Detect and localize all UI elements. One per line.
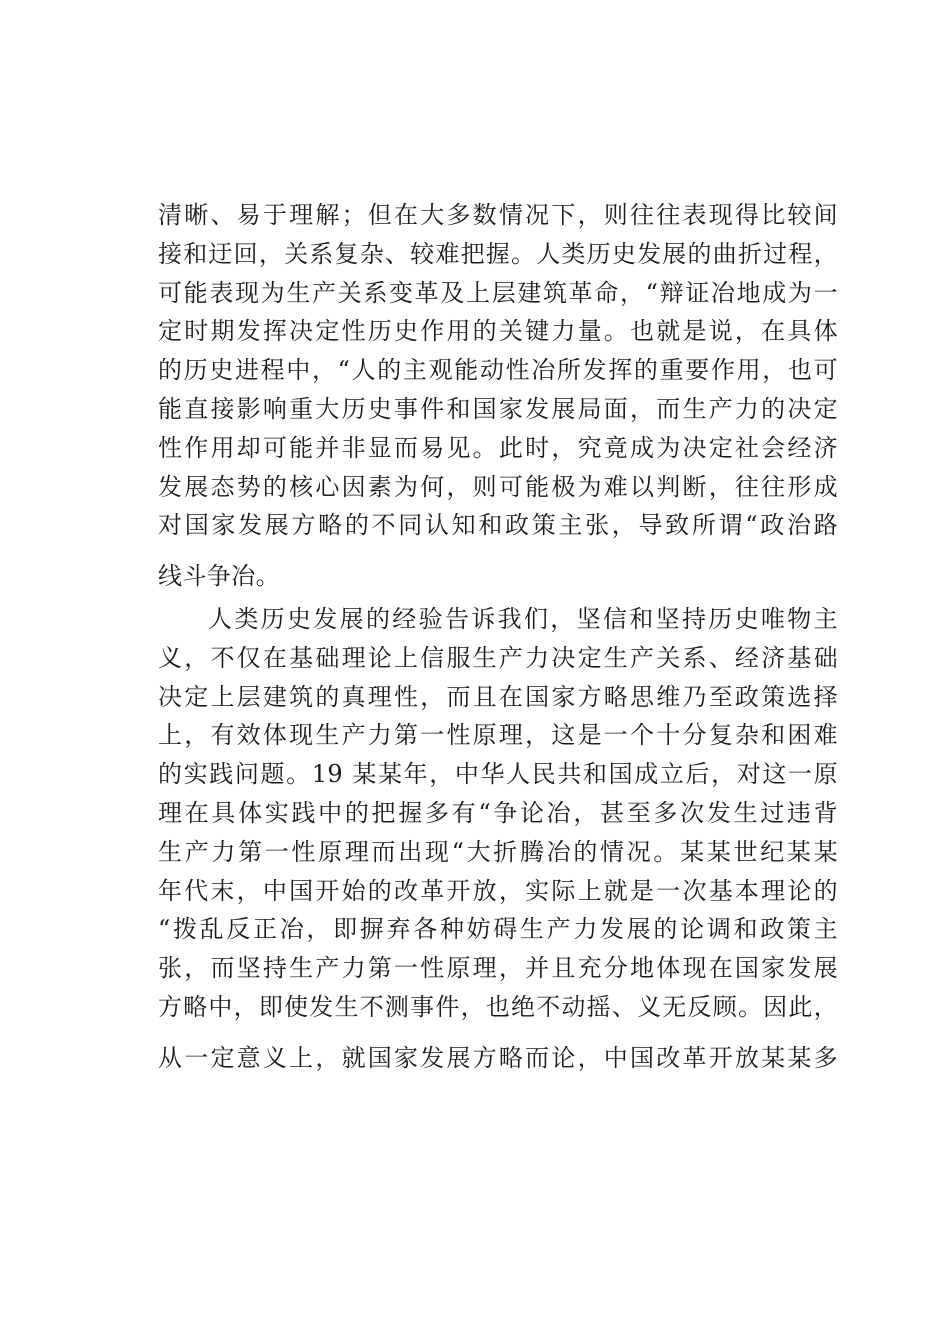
text-line: 生产力第一性原理而出现“大折腾冶的情况。某某世纪某某	[158, 837, 838, 866]
text-line: 对国家发展方略的不同认知和政策主张，导致所谓“政治路	[158, 511, 838, 540]
text-line: 决定上层建筑的真理性，而且在国家方略思维乃至政策选择	[158, 682, 838, 711]
text-line: 的实践问题。19 某某年，中华人民共和国成立后，对这一原	[158, 760, 838, 789]
text-line: 方略中，即使发生不测事件，也绝不动摇、义无反顾。因此，	[158, 992, 838, 1021]
body-text	[158, 196, 838, 1078]
text-line: 接和迂回，关系复杂、较难把握。人类历史发展的曲折过程，	[158, 239, 838, 268]
text-line: 线斗争冶。	[158, 562, 280, 591]
text-line: 上，有效体现生产力第一性原理，这是一个十分复杂和困难	[158, 721, 838, 750]
paragraph-1	[158, 196, 838, 596]
paragraph-2	[158, 600, 838, 1078]
text-line: 理在具体实践中的把握多有“争论冶，甚至多次发生过违背	[158, 798, 838, 827]
text-line: 可能表现为生产关系变革及上层建筑革命，“辩证冶地成为一	[158, 278, 838, 307]
text-line: 张，而坚持生产力第一性原理，并且充分地体现在国家发展	[158, 954, 838, 983]
text-line: 性作用却可能并非显而易见。此时，究竟成为决定社会经济	[158, 433, 838, 462]
text-line: 义，不仅在基础理论上信服生产力决定生产关系、经济基础	[158, 643, 838, 672]
text-line: 清晰、易于理解；但在大多数情况下，则往往表现得比较间	[158, 201, 838, 229]
text-line: 从一定意义上，就国家发展方略而论，中国改革开放某某多	[158, 1043, 838, 1072]
text-line: 发展态势的核心因素为何，则可能极为难以判断，往往形成	[158, 472, 838, 501]
text-line: 人类历史发展的经验告诉我们，坚信和坚持历史唯物主	[208, 604, 838, 633]
text-line: “拨乱反正冶，即摒弃各种妨碍生产力发展的论调和政策主	[158, 915, 838, 944]
text-line: 年代末，中国开始的改革开放，实际上就是一次基本理论的	[158, 876, 838, 905]
text-line: 能直接影响重大历史事件和国家发展局面，而生产力的决定	[158, 394, 838, 423]
text-line: 定时期发挥决定性历史作用的关键力量。也就是说，在具体	[158, 317, 838, 346]
text-line: 的历史进程中，“人的主观能动性冶所发挥的重要作用，也可	[158, 356, 838, 385]
